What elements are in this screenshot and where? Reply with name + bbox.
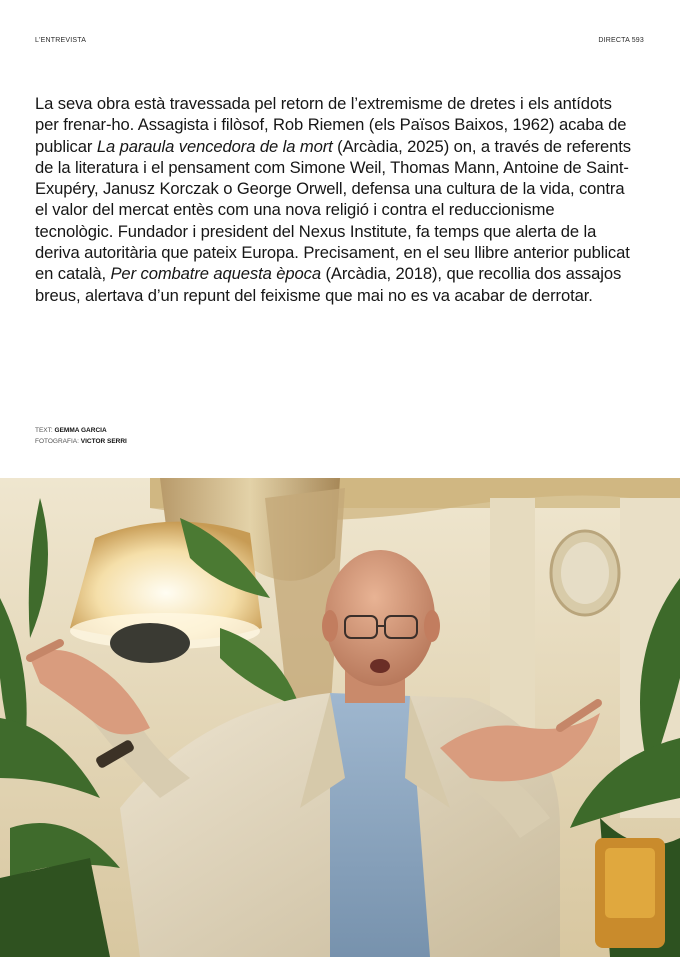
photo-credit: [35, 436, 127, 447]
book-title-1: La paraula vencedora de la mort: [96, 136, 333, 156]
book-title-2: Per combatre aquesta època: [110, 264, 321, 284]
intro-text-3: (Arcàdia, 2018), que recollia dos assajos breus, alertava d’un repunt del feixisme que mai no es va acabar de derrotar.: [35, 264, 622, 305]
issue-label: DIRECTA 593: [598, 37, 644, 44]
photo-credit-label: FOTOGRAFIA:: [35, 438, 81, 445]
section-label: L'ENTREVISTA: [35, 37, 87, 44]
text-credit-name: GEMMA GARCIA: [54, 427, 107, 434]
intro-paragraph: [35, 93, 635, 306]
intro-text-2: (Arcàdia, 2025) on, a través de referents de la literatura i el pensament com Simone Weil, Thomas Mann, Antoine de Saint-Exupéry, Janusz Korczak o George Orwell, defensa una cultura de la vida, contra el valor del mercat entès com una nova religió i contra el reduccionisme tecnològic. Fundador i president del Nexus Institute, fa temps que alerta de la deriva autoritària que pateix Europa. Precisament, en el seu llibre anterior publicat en català,: [35, 136, 631, 284]
intro-text-1: La seva obra està travessada pel retorn de l’extremisme de dretes i els antídots per frenar-ho. Assagista i filòsof, Rob Riemen (els Països Baixos, 1962) acaba de publicar: [35, 94, 627, 156]
credits: [35, 425, 127, 447]
text-credit-label: TEXT:: [35, 427, 55, 434]
photo-credit-name: VICTOR SERRI: [80, 438, 127, 445]
text-credit: [35, 425, 127, 436]
portrait-photo: [0, 478, 680, 957]
